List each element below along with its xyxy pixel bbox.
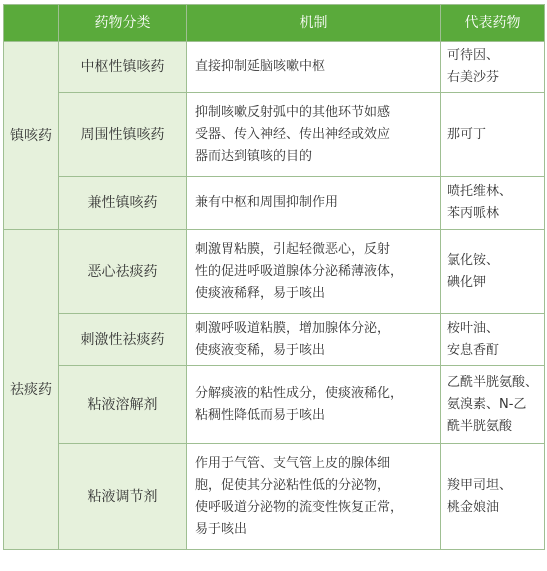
drug-classification-table xyxy=(3,4,545,550)
group-antitussive: 镇咳药 xyxy=(4,42,59,230)
mechanism-cell xyxy=(187,42,441,93)
drugs-cell xyxy=(441,93,545,177)
header-category: 药物分类 xyxy=(59,5,187,42)
table-row xyxy=(4,230,545,314)
drug-line: 那可丁 xyxy=(447,126,487,142)
drug-line: 苯丙哌林 xyxy=(447,206,500,221)
header-drugs: 代表药物 xyxy=(441,5,545,42)
mechanism-line: 抑制咳嗽反射弧中的其他环节如感 xyxy=(195,104,391,120)
mechanism-cell xyxy=(187,366,441,444)
table-row xyxy=(4,444,545,550)
category-cell: 兼性镇咳药 xyxy=(59,177,187,230)
header-mechanism: 机制 xyxy=(187,5,441,42)
table-row xyxy=(4,42,545,93)
drugs-cell xyxy=(441,42,545,93)
mechanism-line: 器而达到镇咳的目的 xyxy=(195,148,313,164)
mechanism-cell xyxy=(187,314,441,366)
mechanism-cell xyxy=(187,177,441,230)
category-cell: 刺激性祛痰药 xyxy=(59,314,187,366)
drug-line: 氨溴素、N-乙 xyxy=(447,396,527,412)
table-row xyxy=(4,366,545,444)
drug-line: 桃金娘油 xyxy=(447,499,500,515)
mechanism-line: 受器、传入神经、传出神经或效应 xyxy=(195,126,391,142)
category-cell: 粘液调节剂 xyxy=(59,444,187,550)
drug-line: 氯化铵、 xyxy=(447,252,500,268)
drug-line: 酰半胱氨酸 xyxy=(447,418,513,434)
mechanism-cell xyxy=(187,230,441,314)
mechanism-line: 使痰液稀释，易于咳出 xyxy=(195,285,326,301)
drug-line: 安息香酊 xyxy=(447,342,500,358)
drugs-cell xyxy=(441,444,545,550)
drug-line: 乙酰半胱氨酸、 xyxy=(447,374,539,390)
group-expectorant: 祛痰药 xyxy=(4,230,59,550)
mechanism-cell xyxy=(187,93,441,177)
table-row xyxy=(4,93,545,177)
mechanism-line: 性的促进呼吸道腺体分泌稀薄液体， xyxy=(195,263,404,279)
mechanism-line: 分解痰液的粘性成分，使痰液稀化， xyxy=(195,385,404,401)
drugs-cell xyxy=(441,177,545,230)
drug-line: 碘化钾 xyxy=(447,274,487,290)
mechanism-line: 易于咳出 xyxy=(195,521,248,537)
mechanism-line: 使痰液变稀，易于咳出 xyxy=(195,342,326,358)
drug-line: 喷托维林、 xyxy=(447,184,513,199)
category-cell: 恶心祛痰药 xyxy=(59,230,187,314)
drug-line: 右美沙芬 xyxy=(447,70,500,85)
category-cell: 周围性镇咳药 xyxy=(59,93,187,177)
mechanism-cell xyxy=(187,444,441,550)
drugs-cell xyxy=(441,314,545,366)
drug-line: 羧甲司坦、 xyxy=(447,477,513,493)
mechanism-line: 兼有中枢和周围抑制作用 xyxy=(195,195,339,210)
table-row xyxy=(4,177,545,230)
mechanism-line: 粘稠性降低而易于咳出 xyxy=(195,407,326,423)
drugs-cell xyxy=(441,366,545,444)
mechanism-line: 刺激呼吸道粘膜，增加腺体分泌， xyxy=(195,320,391,336)
mechanism-line: 刺激胃粘膜，引起轻微恶心，反射 xyxy=(195,241,391,257)
mechanism-line: 使呼吸道分泌物的流变性恢复正常， xyxy=(195,499,404,515)
mechanism-line: 直接抑制延脑咳嗽中枢 xyxy=(195,59,326,74)
drug-line: 可待因、 xyxy=(447,48,500,63)
drug-classification-table-wrapper xyxy=(3,4,545,550)
table-row xyxy=(4,314,545,366)
mechanism-line: 胞，促使其分泌粘性低的分泌物， xyxy=(195,477,391,493)
mechanism-line: 作用于气管、支气管上皮的腺体细 xyxy=(195,455,391,471)
category-cell: 中枢性镇咳药 xyxy=(59,42,187,93)
drug-line: 桉叶油、 xyxy=(447,320,500,336)
drugs-cell xyxy=(441,230,545,314)
header-group-cell xyxy=(4,5,59,42)
header-row xyxy=(4,5,545,42)
category-cell: 粘液溶解剂 xyxy=(59,366,187,444)
